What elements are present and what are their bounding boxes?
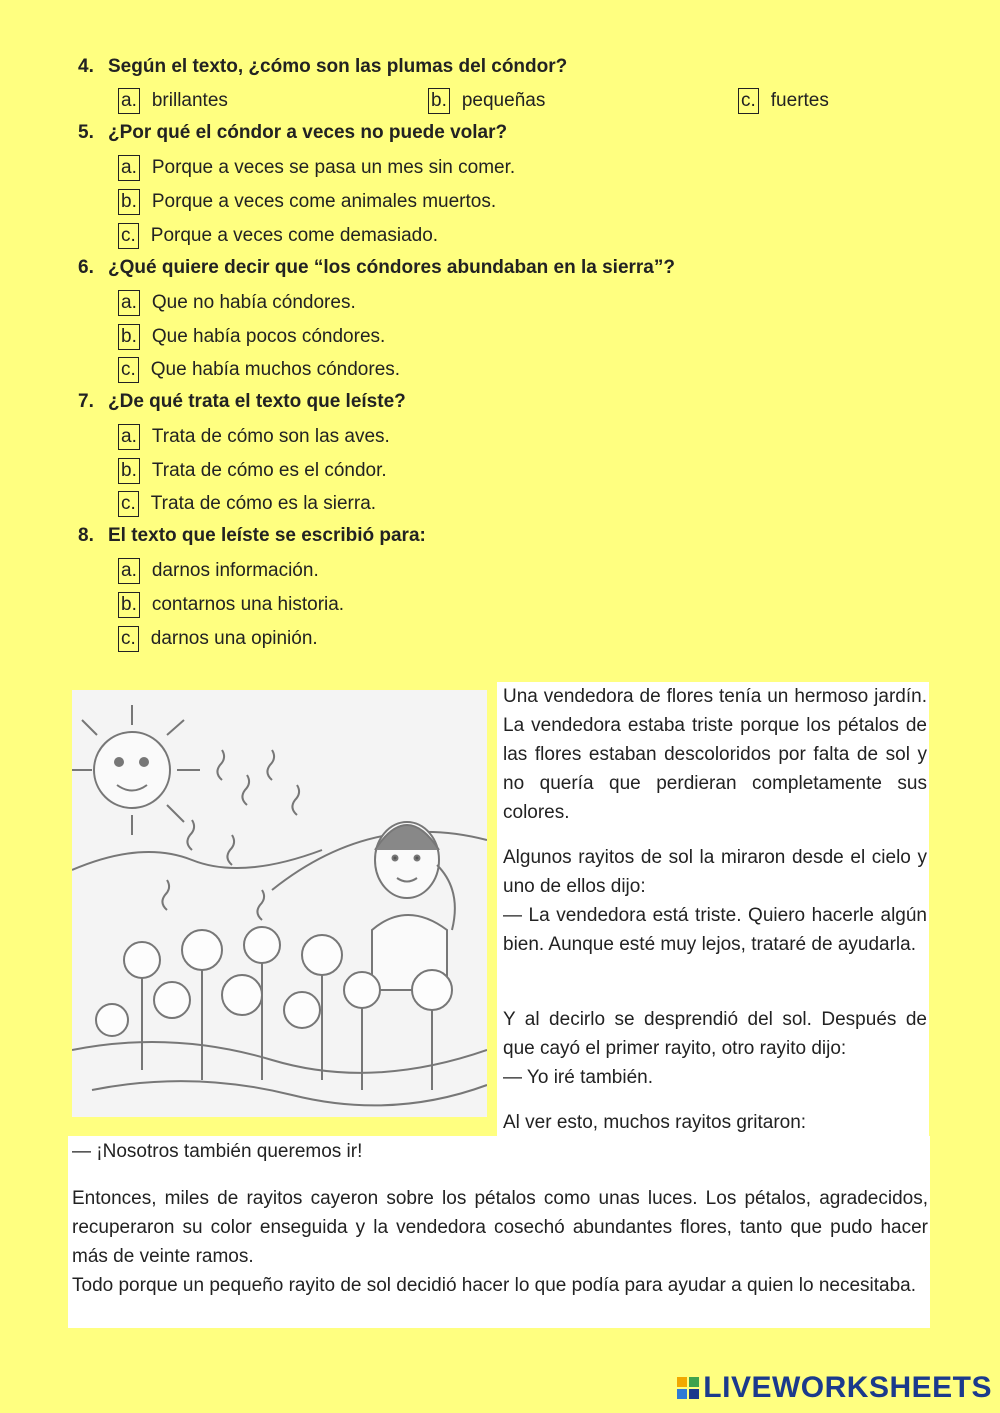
- question-text: ¿De qué trata el texto que leíste?: [108, 391, 406, 412]
- answer-option[interactable]: [428, 88, 545, 114]
- option-text: Porque a veces come animales muertos.: [151, 191, 497, 212]
- option-text: Trata de cómo es la sierra.: [150, 493, 377, 514]
- question-number: 6.: [78, 257, 94, 278]
- logo-text: LIVEWORKSHEETS: [703, 1371, 992, 1404]
- liveworksheets-icon: [677, 1377, 699, 1399]
- answer-option[interactable]: [118, 592, 344, 618]
- story-line: Todo porque un pequeño rayito de sol decidió hacer lo que podía para ayudar a quien lo necesitaba.: [72, 1275, 917, 1296]
- answer-box[interactable]: b.: [118, 324, 140, 350]
- question-text: Según el texto, ¿cómo son las plumas del cóndor?: [108, 56, 568, 77]
- option-text: fuertes: [770, 90, 829, 111]
- story-line: Entonces, miles de rayitos cayeron sobre los pétalos como unas luces. Los pétalos, agradecidos, recuperaron su color enseguida y la vendedora cosechó abundantes flores, tanto que pudo hacer más de veinte ramos.: [72, 1188, 928, 1267]
- story-dialogue: — La vendedora está triste. Quiero hacerle algún bien. Aunque esté muy lejos, trataré de ayudarla.: [503, 905, 927, 955]
- question-number: 8.: [78, 525, 94, 546]
- answer-box[interactable]: c.: [118, 626, 139, 652]
- question-text: El texto que leíste se escribió para:: [108, 525, 426, 546]
- question-6: [78, 257, 675, 279]
- question-number: 7.: [78, 391, 94, 412]
- option-text: Porque a veces come demasiado.: [150, 225, 439, 246]
- question-7: [78, 391, 406, 413]
- story-illustration: [72, 690, 487, 1117]
- answer-option[interactable]: [118, 155, 515, 181]
- option-text: Trata de cómo son las aves.: [151, 426, 390, 447]
- question-4: [78, 56, 567, 78]
- answer-option[interactable]: [118, 458, 387, 484]
- liveworksheets-logo: [677, 1371, 992, 1405]
- answer-option[interactable]: [118, 189, 496, 215]
- question-5: [78, 122, 507, 144]
- question-number: 4.: [78, 56, 94, 77]
- answer-option[interactable]: [118, 88, 228, 114]
- story-paragraph: [72, 1184, 928, 1300]
- option-text: Trata de cómo es el cóndor.: [151, 460, 387, 481]
- answer-option[interactable]: [118, 558, 319, 584]
- story-line: Algunos rayitos de sol la miraron desde el cielo y uno de ellos dijo:: [503, 847, 927, 897]
- answer-box[interactable]: a.: [118, 290, 140, 316]
- story-dialogue: — ¡Nosotros también queremos ir!: [72, 1141, 363, 1162]
- option-text: brillantes: [151, 90, 228, 111]
- answer-box[interactable]: b.: [118, 458, 140, 484]
- answer-option[interactable]: [118, 491, 376, 517]
- answer-box[interactable]: a.: [118, 558, 140, 584]
- answer-box[interactable]: b.: [118, 592, 140, 618]
- option-text: contarnos una historia.: [151, 594, 345, 615]
- story-paragraph: Una vendedora de flores tenía un hermoso jardín. La vendedora estaba triste porque los pétalos de las flores estaban descoloridos por falta de sol y no quería que perdieran completamente sus colores.: [503, 686, 927, 823]
- question-number: 5.: [78, 122, 94, 143]
- answer-box[interactable]: b.: [428, 88, 450, 114]
- option-text: darnos una opinión.: [150, 628, 318, 649]
- story-paragraph: [503, 1005, 927, 1092]
- answer-box[interactable]: c.: [118, 491, 139, 517]
- answer-box[interactable]: a.: [118, 88, 140, 114]
- answer-box[interactable]: c.: [118, 223, 139, 249]
- answer-option[interactable]: [118, 290, 356, 316]
- option-text: Que había muchos cóndores.: [150, 359, 401, 380]
- question-text: ¿Qué quiere decir que “los cóndores abundaban en la sierra”?: [108, 257, 675, 278]
- answer-box[interactable]: b.: [118, 189, 140, 215]
- question-text: ¿Por qué el cóndor a veces no puede volar?: [108, 122, 508, 143]
- answer-box[interactable]: c.: [738, 88, 759, 114]
- answer-box[interactable]: a.: [118, 424, 140, 450]
- story-dialogue: — Yo iré también.: [503, 1067, 653, 1088]
- answer-option[interactable]: [118, 324, 385, 350]
- answer-option[interactable]: [118, 223, 438, 249]
- answer-option[interactable]: [118, 357, 400, 383]
- answer-option[interactable]: [118, 626, 318, 652]
- story-paragraph: Al ver esto, muchos rayitos gritaron:: [503, 1112, 807, 1133]
- girl-flowers-sun-drawing: [72, 690, 487, 1117]
- story-paragraph: [503, 843, 927, 959]
- option-text: darnos información.: [151, 560, 319, 581]
- option-text: Que no había cóndores.: [151, 292, 356, 313]
- story-line: Y al decirlo se desprendió del sol. Después de que cayó el primer rayito, otro rayito dijo:: [503, 1009, 927, 1059]
- answer-box[interactable]: a.: [118, 155, 140, 181]
- question-8: [78, 525, 426, 547]
- option-text: Que había pocos cóndores.: [151, 326, 386, 347]
- option-text: Porque a veces se pasa un mes sin comer.: [151, 157, 516, 178]
- answer-option[interactable]: [738, 88, 829, 114]
- option-text: pequeñas: [461, 90, 546, 111]
- answer-option[interactable]: [118, 424, 390, 450]
- answer-box[interactable]: c.: [118, 357, 139, 383]
